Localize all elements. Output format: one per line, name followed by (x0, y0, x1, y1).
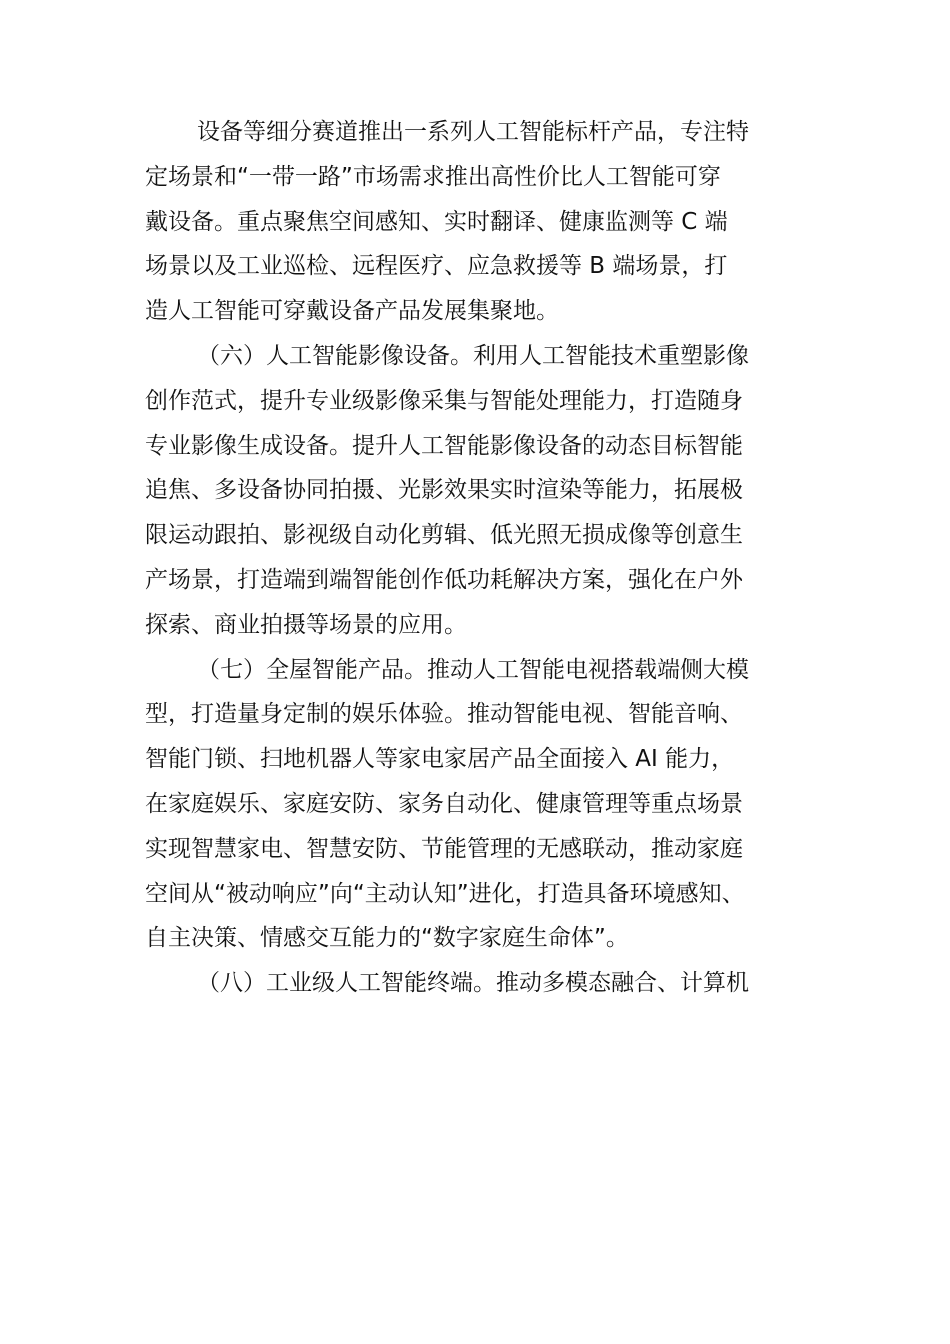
section-heading-line: （六）人工智能影像设备。利用人工智能技术重塑影像 (197, 342, 749, 369)
paragraph-line: 产场景，打造端到端智能创作低功耗解决方案，强化在户外 (145, 566, 743, 593)
paragraph-line: 空间从“被动响应”向“主动认知”进化，打造具备环境感知、 (145, 880, 745, 907)
paragraph-line: 智能门锁、扫地机器人等家电家居产品全面接入 AI 能力， (145, 746, 735, 773)
paragraph-line: 型，打造量身定制的娱乐体验。推动智能电视、智能音响、 (145, 701, 743, 728)
paragraph-line: 限运动跟拍、影视级自动化剪辑、低光照无损成像等创意生 (145, 522, 743, 549)
paragraph-line: 追焦、多设备协同拍摄、光影效果实时渲染等能力，拓展极 (145, 477, 743, 504)
paragraph-line: 探索、商业拍摄等场景的应用。 (145, 611, 467, 638)
section-heading-line: （七）全屋智能产品。推动人工智能电视搭载端侧大模 (197, 656, 749, 683)
paragraph-line: 创作范式，提升专业级影像采集与智能处理能力，打造随身 (145, 387, 743, 414)
body-text (145, 110, 835, 1006)
paragraph-line: 设备等细分赛道推出一系列人工智能标杆产品，专注特 (197, 119, 749, 145)
paragraph-line: 专业影像生成设备。提升人工智能影像设备的动态目标智能 (145, 432, 743, 459)
paragraph-line: 实现智慧家电、智慧安防、节能管理的无感联动，推动家庭 (145, 835, 743, 862)
section-heading-line: （八）工业级人工智能终端。推动多模态融合、计算机 (197, 970, 749, 997)
paragraph-line: 定场景和“一带一路”市场需求推出高性价比人工智能可穿 (145, 163, 721, 190)
paragraph-line: 场景以及工业巡检、远程医疗、应急救援等 B 端场景，打 (145, 253, 728, 280)
paragraph-line: 自主决策、情感交互能力的“数字家庭生命体”。 (145, 925, 629, 952)
paragraph-line: 戴设备。重点聚焦空间感知、实时翻译、健康监测等 C 端 (145, 208, 728, 235)
paragraph-line: 造人工智能可穿戴设备产品发展集聚地。 (145, 298, 559, 325)
paragraph-line: 在家庭娱乐、家庭安防、家务自动化、健康管理等重点场景 (145, 790, 743, 817)
